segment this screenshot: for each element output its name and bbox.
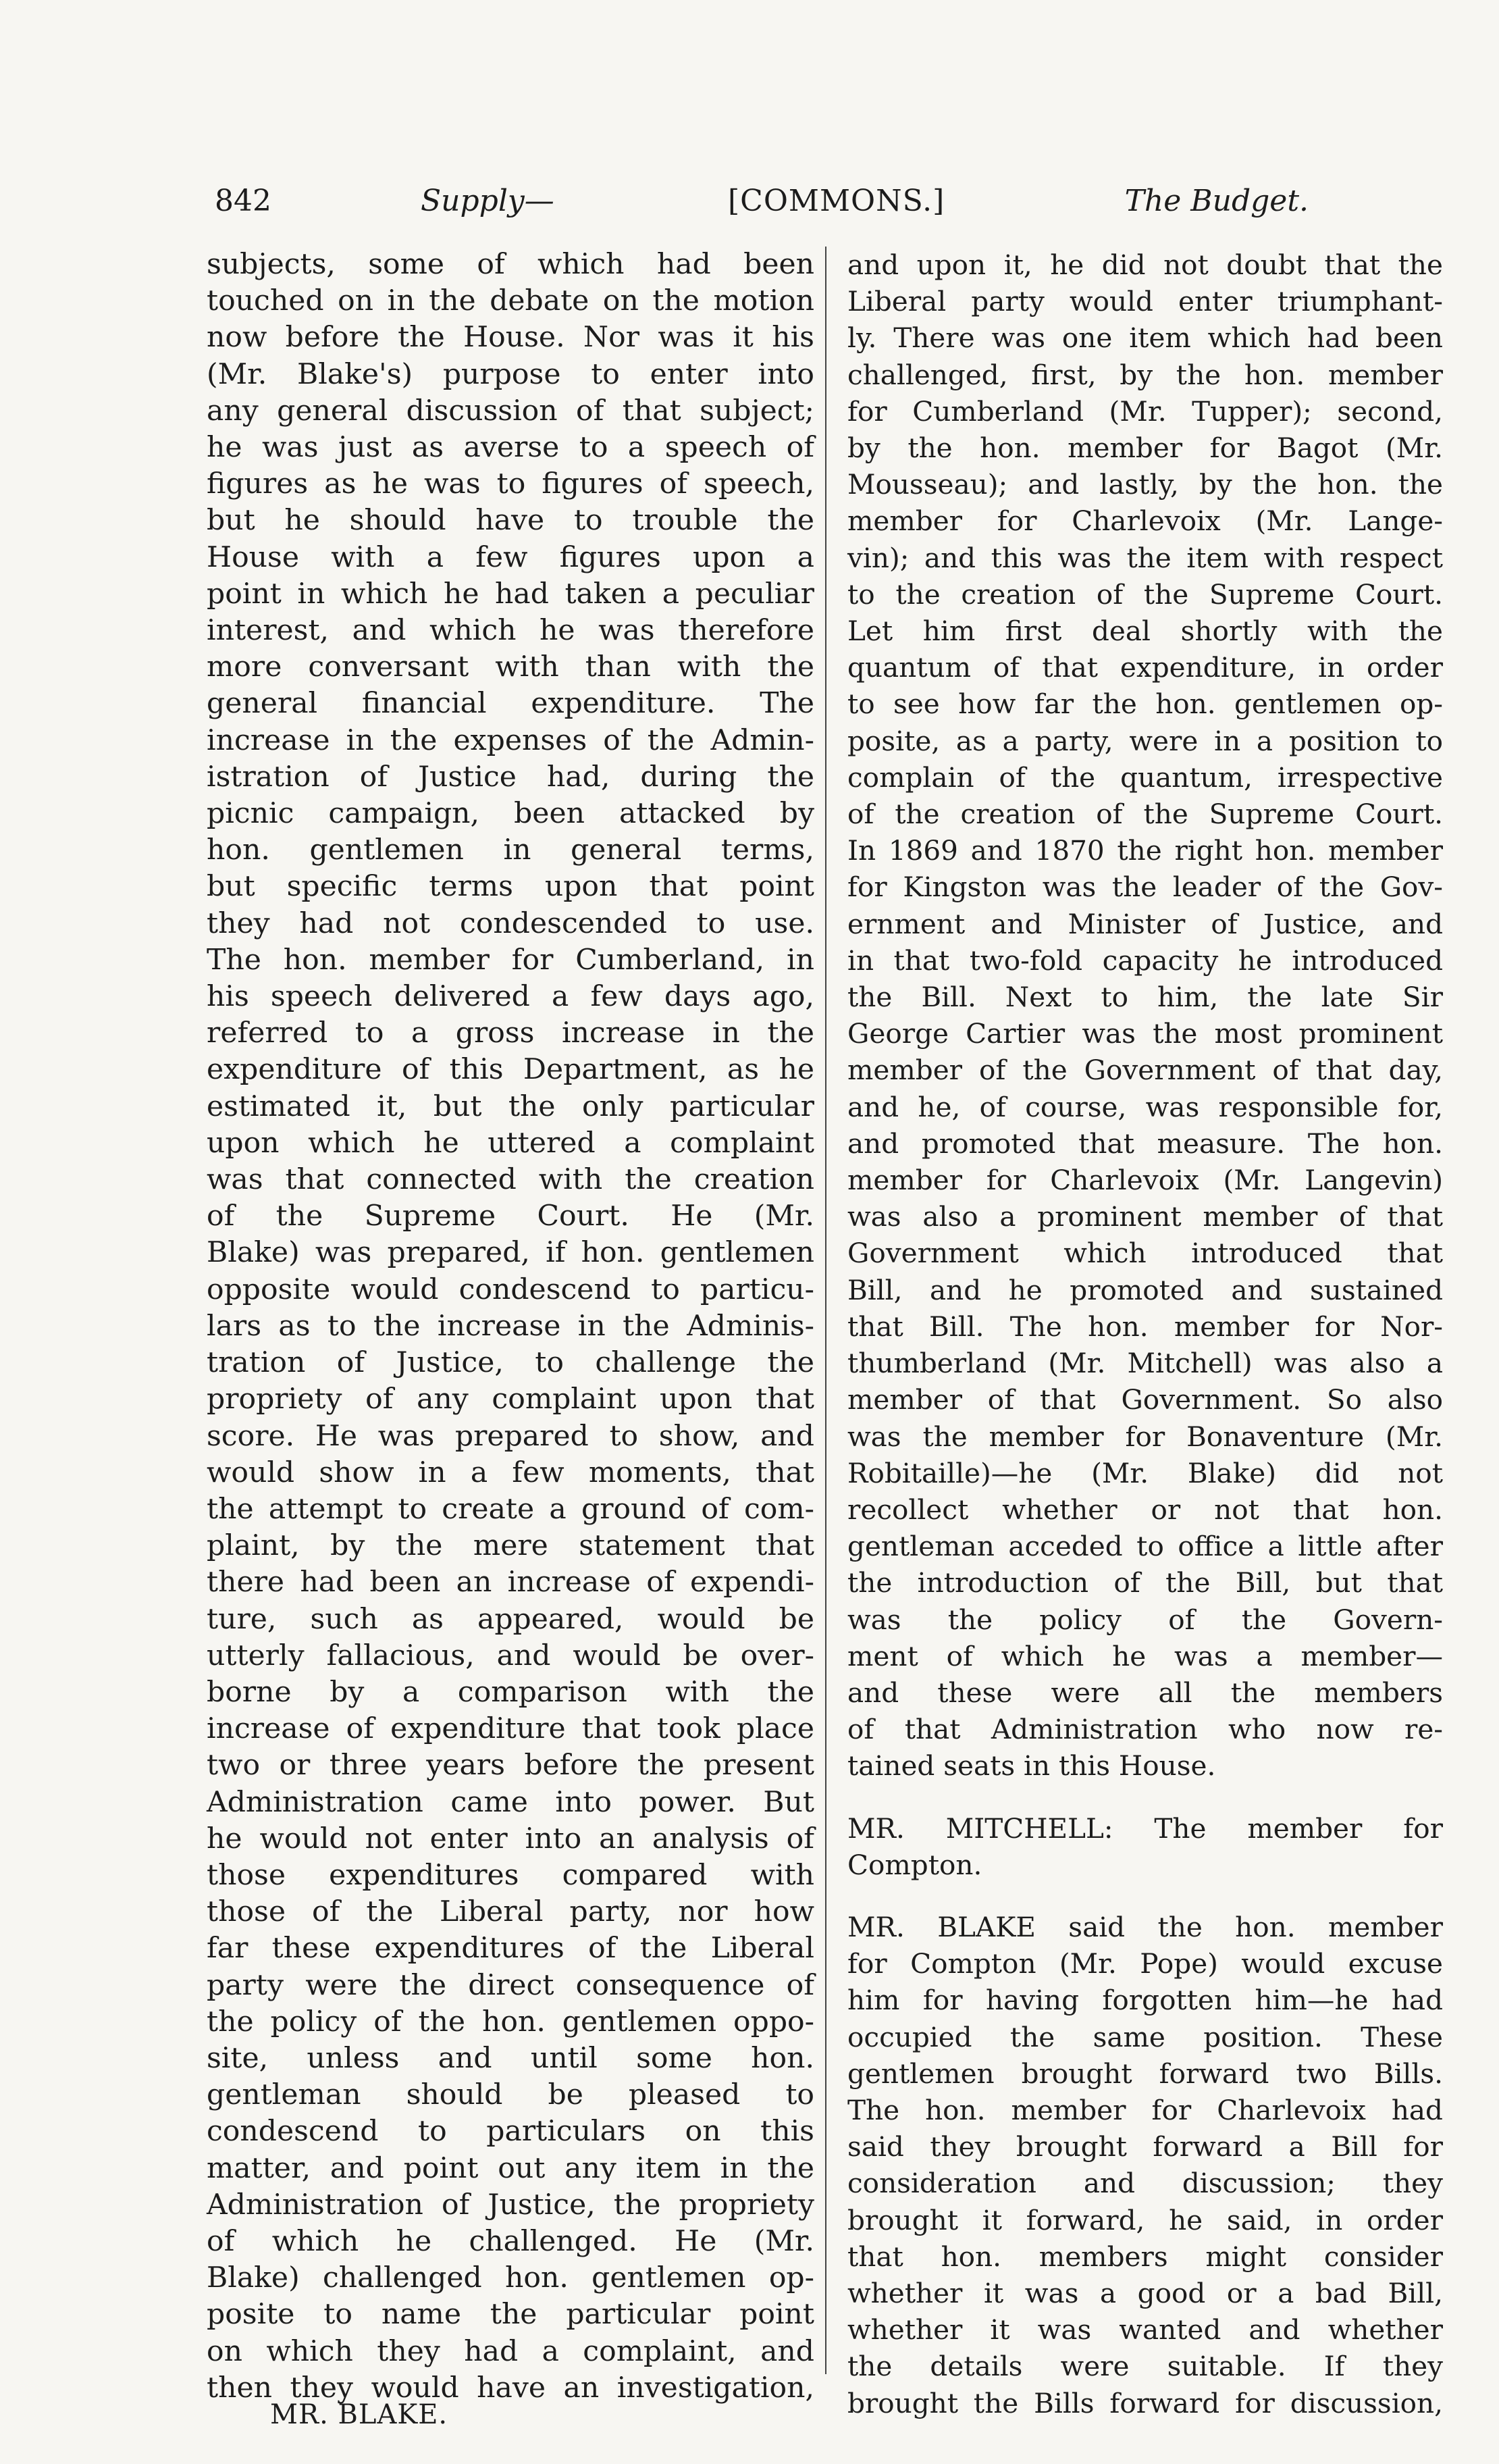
text-line: party were the direct consequence of xyxy=(207,1968,814,2002)
text-line: but he should have to trouble the xyxy=(207,504,814,538)
text-line: vin); and this was the item with respect xyxy=(847,541,1443,574)
text-line: the Bill. Next to him, the late Sir xyxy=(847,981,1443,1014)
text-line: Administration came into power. But xyxy=(207,1785,814,1819)
text-line: whether it was a good or a bad Bill, xyxy=(847,2276,1443,2309)
text-line: the attempt to create a ground of com- xyxy=(207,1492,814,1526)
text-line: tained seats in this House. xyxy=(847,1749,1216,1782)
running-head-left: Supply— xyxy=(421,184,554,218)
text-line: propriety of any complaint upon that xyxy=(207,1383,814,1416)
text-line: gentleman acceded to office a little after xyxy=(847,1530,1443,1563)
text-line: the policy of the hon. gentlemen oppo- xyxy=(207,2005,814,2038)
text-line: said they brought forward a Bill for xyxy=(847,2130,1443,2163)
text-line: ernment and Minister of Justice, and xyxy=(847,907,1443,940)
text-line: ly. There was one item which had been xyxy=(847,322,1443,355)
catchword: MR. BLAKE. xyxy=(270,2399,448,2430)
text-line: member of the Government of that day, xyxy=(847,1054,1443,1087)
text-line: for Compton (Mr. Pope) would excuse xyxy=(847,1947,1443,1980)
text-line: figures as he was to figures of speech, xyxy=(207,467,814,501)
text-line: expenditure of this Department, as he xyxy=(207,1053,814,1087)
text-line: there had been an increase of expendi- xyxy=(207,1566,814,1599)
text-line: occupied the same position. These xyxy=(847,2020,1443,2053)
text-line: he would not enter into an analysis of xyxy=(207,1822,814,1855)
text-line: those of the Liberal party, nor how xyxy=(207,1895,814,1929)
text-line: increase of expenditure that took place xyxy=(207,1712,814,1746)
paragraph-gap xyxy=(847,1785,1443,1810)
text-line: Administration of Justice, the propriety xyxy=(207,2188,814,2222)
text-line: then they would have an investigation, xyxy=(207,2371,814,2405)
text-line: for Cumberland (Mr. Tupper); second, xyxy=(847,394,1443,428)
text-line: member for Charlevoix (Mr. Langevin) xyxy=(847,1164,1443,1197)
text-line: brought it forward, he said, in order xyxy=(847,2203,1443,2236)
paragraph-blake-reply xyxy=(847,1909,1443,2421)
text-line: posite to name the particular point xyxy=(207,2298,814,2332)
text-line: consideration and discussion; they xyxy=(847,2167,1443,2200)
text-line: but specific terms upon that point xyxy=(207,870,814,904)
text-line: George Cartier was the most prominent xyxy=(847,1017,1443,1050)
running-head-center: [COMMONS.] xyxy=(728,184,945,218)
text-line: member of that Government. So also xyxy=(847,1383,1443,1416)
text-line: any general discussion of that subject; xyxy=(207,394,814,428)
text-line: condescend to particulars on this xyxy=(207,2115,814,2149)
text-line: thumberland (Mr. Mitchell) was also a xyxy=(847,1347,1443,1380)
text-line: point in which he had taken a peculiar xyxy=(207,577,814,611)
text-line: and he, of course, was responsible for, xyxy=(847,1090,1443,1123)
paragraph-gap xyxy=(847,1883,1443,1909)
text-line: they had not condescended to use. xyxy=(207,906,814,940)
text-line: quantum of that expenditure, in order xyxy=(847,651,1443,684)
running-head-right: The Budget. xyxy=(1124,184,1309,218)
text-line: increase in the expenses of the Admin- xyxy=(207,723,814,757)
text-line: in that two-fold capacity he introduced xyxy=(847,944,1443,977)
text-line: whether it was wanted and whether xyxy=(847,2313,1443,2346)
text-line: was the member for Bonaventure (Mr. xyxy=(847,1420,1443,1453)
text-line: Let him first deal shortly with the xyxy=(847,615,1443,648)
text-line: would show in a few moments, that xyxy=(207,1456,814,1489)
text-line: Compton. xyxy=(847,1848,982,1881)
text-line: ture, such as appeared, would be xyxy=(207,1602,814,1636)
text-line: opposite would condescend to particu- xyxy=(207,1273,814,1306)
text-line: The hon. member for Cumberland, in xyxy=(207,943,814,977)
text-line: brought the Bills forward for discussion, xyxy=(847,2386,1443,2419)
text-line: was the policy of the Govern- xyxy=(847,1603,1443,1636)
page-header xyxy=(215,184,1309,224)
text-line: his speech delivered a few days ago, xyxy=(207,980,814,1014)
text-line: the introduction of the Bill, but that xyxy=(847,1566,1443,1599)
text-line: Robitaille)—he (Mr. Blake) did not xyxy=(847,1456,1443,1489)
page-number: 842 xyxy=(215,184,271,218)
text-line: member for Charlevoix (Mr. Lange- xyxy=(847,505,1443,538)
text-line: far these expenditures of the Liberal xyxy=(207,1932,814,1966)
text-line: (Mr. Blake's) purpose to enter into xyxy=(207,357,814,391)
text-line: The hon. member for Charlevoix had xyxy=(847,2093,1443,2126)
text-line: touched on in the debate on the motion xyxy=(207,284,814,318)
text-line: score. He was prepared to show, and xyxy=(207,1419,814,1453)
text-line: Bill, and he promoted and sustained xyxy=(847,1273,1443,1306)
text-line: MR. MITCHELL: The member for xyxy=(847,1812,1443,1845)
text-line: complain of the quantum, irrespective xyxy=(847,761,1443,794)
text-line: subjects, some of which had been xyxy=(207,248,814,281)
text-line: recollect whether or not that hon. xyxy=(847,1493,1443,1526)
text-line: Blake) challenged hon. gentlemen op- xyxy=(207,2261,814,2295)
left-column xyxy=(207,247,814,2407)
text-line: estimated it, but the only particular xyxy=(207,1089,814,1123)
text-line: gentlemen brought forward two Bills. xyxy=(847,2057,1443,2090)
paragraph-blake-continued xyxy=(847,247,1443,1785)
text-line: the details were suitable. If they xyxy=(847,2350,1443,2383)
text-line: picnic campaign, been attacked by xyxy=(207,797,814,831)
text-line: of that Administration who now re- xyxy=(847,1713,1443,1746)
text-line: gentleman should be pleased to xyxy=(207,2078,814,2112)
text-line: site, unless and until some hon. xyxy=(207,2041,814,2075)
text-line: istration of Justice had, during the xyxy=(207,760,814,794)
text-line: and upon it, he did not doubt that the xyxy=(847,249,1443,281)
text-line: and promoted that measure. The hon. xyxy=(847,1127,1443,1160)
text-line: interest, and which he was therefore xyxy=(207,614,814,648)
column-divider xyxy=(825,247,826,2374)
text-line: by the hon. member for Bagot (Mr. xyxy=(847,432,1443,465)
text-line: tration of Justice, to challenge the xyxy=(207,1346,814,1380)
text-line: was also a prominent member of that xyxy=(847,1200,1443,1233)
text-line: now before the House. Nor was it his xyxy=(207,321,814,355)
text-line: two or three years before the present xyxy=(207,1749,814,1782)
text-line: matter, and point out any item in the xyxy=(207,2151,814,2185)
text-line: In 1869 and 1870 the right hon. member xyxy=(847,834,1443,867)
text-line: ment of which he was a member— xyxy=(847,1639,1443,1672)
text-line: Blake) was prepared, if hon. gentlemen xyxy=(207,1236,814,1270)
text-line: him for having forgotten him—he had xyxy=(847,1984,1443,2017)
text-line: plaint, by the mere statement that xyxy=(207,1529,814,1563)
text-line: challenged, first, by the hon. member xyxy=(847,358,1443,391)
text-line: hon. gentlemen in general terms, xyxy=(207,833,814,867)
text-line: lars as to the increase in the Adminis- xyxy=(207,1309,814,1343)
text-line: to the creation of the Supreme Court. xyxy=(847,578,1443,611)
text-line: that Bill. The hon. member for Nor- xyxy=(847,1310,1443,1343)
text-line: that hon. members might consider xyxy=(847,2240,1443,2273)
text-line: those expenditures compared with xyxy=(207,1858,814,1892)
text-line: House with a few figures upon a xyxy=(207,540,814,574)
text-line: upon which he uttered a complaint xyxy=(207,1126,814,1160)
text-line: MR. BLAKE said the hon. member xyxy=(847,1910,1443,1943)
text-line: he was just as averse to a speech of xyxy=(207,431,814,465)
text-line: borne by a comparison with the xyxy=(207,1675,814,1709)
text-line: of the creation of the Supreme Court. xyxy=(847,798,1443,831)
text-line: Government which introduced that xyxy=(847,1237,1443,1270)
text-line: more conversant with than with the xyxy=(207,650,814,684)
text-line: to see how far the hon. gentlemen op- xyxy=(847,688,1443,721)
text-line: Liberal party would enter triumphant- xyxy=(847,285,1443,318)
text-line: general financial expenditure. The xyxy=(207,687,814,721)
text-line: of which he challenged. He (Mr. xyxy=(207,2224,814,2258)
text-line: Mousseau); and lastly, by the hon. the xyxy=(847,468,1443,501)
text-line: utterly fallacious, and would be over- xyxy=(207,1639,814,1672)
text-line: of the Supreme Court. He (Mr. xyxy=(207,1200,814,1233)
text-line: on which they had a complaint, and xyxy=(207,2334,814,2368)
text-line: for Kingston was the leader of the Gov- xyxy=(847,871,1443,904)
text-line: referred to a gross increase in the xyxy=(207,1017,814,1050)
paragraph-mitchell xyxy=(847,1810,1443,1883)
text-line: posite, as a party, were in a position to xyxy=(847,724,1443,757)
text-line: and these were all the members xyxy=(847,1676,1443,1709)
right-column xyxy=(847,247,1443,2421)
text-line: was that connected with the creation xyxy=(207,1163,814,1197)
